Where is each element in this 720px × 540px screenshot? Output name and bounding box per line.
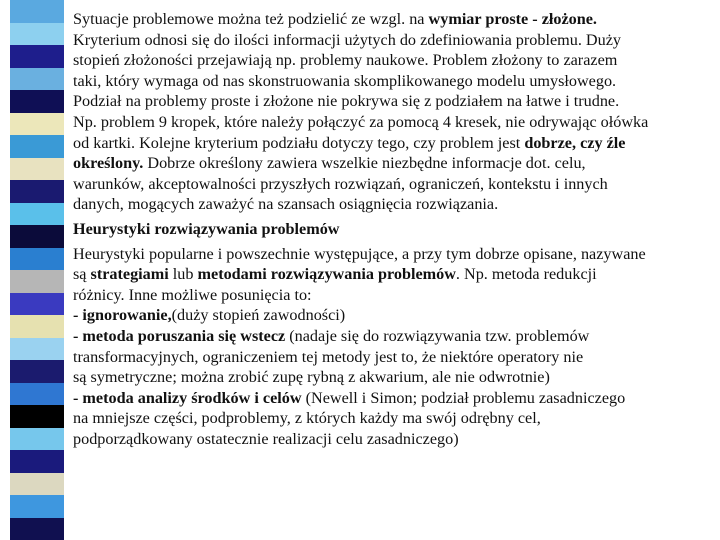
text-line: warunków, akceptowalności przyszłych rozwiązań, ograniczeń, kontekstu i innych [73, 174, 608, 193]
text-line: są strategiami lub metodami rozwiązywania problemów. Np. metoda redukcji [73, 265, 597, 284]
bold-term-methods: metodami rozwiązywania problemów [197, 265, 456, 284]
text-line: od kartki. Kolejne kryterium podziału dotyczy tego, czy problem jest dobrze, czy źle [73, 133, 626, 152]
text-line: różnicy. Inne możliwe posunięcia to: [73, 285, 312, 304]
text-line: danych, mogących zaważyć na szansach osiągnięcia rozwiązania. [73, 195, 499, 214]
text-line: taki, który wymaga od nas skonstruowania skomplikowanego modelu umysłowego. [73, 71, 617, 90]
slide-content [73, 9, 717, 449]
stripe-left-margin [0, 0, 10, 540]
bold-term-simple-complex: wymiar proste - złożone. [428, 10, 597, 28]
bold-term-backward: - metoda poruszania się wstecz [73, 326, 286, 345]
paragraph-problem-types [73, 9, 717, 215]
text-line: Kryterium odnosi się do ilości informacji użytych do zdefiniowania problemu. Duży [73, 30, 621, 49]
bold-term-means-ends: - metoda analizy środków i celów [73, 388, 302, 407]
text-line: podporządkowany ostatecznie realizacji celu zasadniczego) [73, 429, 459, 448]
text-line: Heurystyki popularne i powszechnie występujące, a przy tym dobrze opisane, nazywane [73, 244, 646, 263]
paragraph-heuristics [73, 244, 717, 450]
section-heading: Heurystyki rozwiązywania problemów [73, 219, 340, 238]
list-item: - metoda poruszania się wstecz (nadaje się do rozwiązywania tzw. problemów [73, 326, 590, 345]
list-item: - metoda analizy środków i celów (Newell i Simon; podział problemu zasadniczego [73, 388, 626, 407]
text-line: Np. problem 9 kropek, które należy połączyć za pomocą 4 kresek, nie odrywając ołówka [73, 112, 649, 131]
bold-term-ignoring: - ignorowanie, [73, 306, 172, 325]
text-line: Sytuacje problemowe można też podzielić ze wzgl. na wymiar proste - złożone. [73, 10, 597, 28]
text-line: stopień złożoności przejawiają np. problemy naukowe. Problem złożony to zarazem [73, 51, 618, 70]
text-line: określony. Dobrze określony zawiera wszelkie niezbędne informacje dot. celu, [73, 154, 586, 173]
text-line: na mniejsze części, podproblemy, z których każdy ma swój odrębny cel, [73, 409, 541, 428]
text-line: są symetryczne; można zrobić zupę rybną z akwarium, ale nie odwrotnie) [73, 368, 550, 387]
bold-term-defined: określony. [73, 154, 144, 173]
bold-term-well-ill: dobrze, czy źle [524, 133, 626, 152]
text-line: Podział na problemy proste i złożone nie pokrywa się z podziałem na łatwe i trudne. [73, 92, 620, 111]
bold-term-strategies: strategiami [90, 265, 169, 284]
list-item: - ignorowanie,(duży stopień zawodności) [73, 306, 346, 325]
text-line: transformacyjnych, ograniczeniem tej metody jest to, że niektóre operatory nie [73, 347, 584, 366]
